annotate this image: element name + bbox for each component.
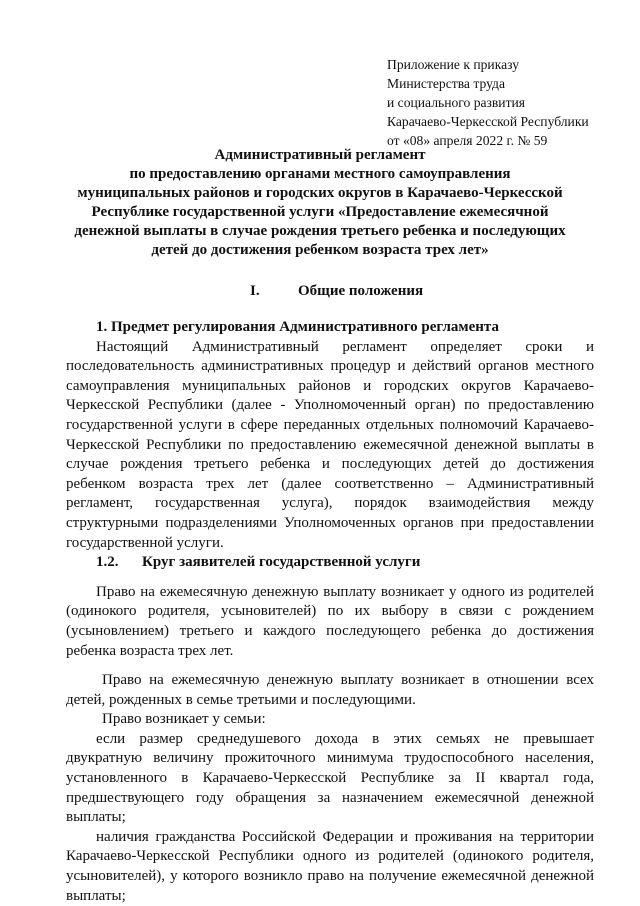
paragraph-line: последовательность административных процедур и действий органов местного xyxy=(66,358,594,375)
paragraph-line: установленного в Карачаево-Черкесской Республике за II квартал года, xyxy=(66,770,594,787)
subsection-2-heading xyxy=(66,553,594,573)
subsection-1-heading: 1. Предмет регулирования Административного регламента xyxy=(96,319,499,335)
paragraph-line: государственной услуги. xyxy=(66,534,224,551)
paragraph-line: наличия гражданства Российской Федерации и проживания на территории xyxy=(96,828,594,845)
paragraph-line: Карачаево-Черкесской Республики одного из родителей (одинокого родителя, xyxy=(66,848,594,865)
paragraph-line: детей, рожденных в семье третьими и последующими. xyxy=(66,691,416,708)
subsection-2-number: 1.2. xyxy=(96,554,119,571)
appendix-line: Приложение к приказу xyxy=(387,57,520,72)
appendix-line: Министерства труда xyxy=(387,76,505,91)
title-line: муниципальных районов и городских округов в Карачаево-Черкесской xyxy=(77,185,563,201)
section-heading xyxy=(250,283,423,300)
paragraph-line: ребенком возраста трех лет (далее соответственно – Административный xyxy=(66,475,594,492)
paragraph-line: государственной услуги в сфере переданных отдельных полномочий Карачаево- xyxy=(66,416,594,433)
appendix-line: Карачаево-Черкесской Республики xyxy=(387,114,589,129)
paragraph-line: Черкесской Республики по предоставлению ежемесячной денежной выплаты в xyxy=(66,436,594,453)
paragraph-line: (усыновлением) третьего и каждого последующего ребенка до достижения xyxy=(66,622,594,639)
paragraph-line: (одинокого родителя, усыновителей) по их выбору в связи с рождением xyxy=(66,603,594,620)
appendix-block xyxy=(387,55,617,150)
paragraph-line: Черкесской Республики (далее - Уполномоченный орган) по предоставлению xyxy=(66,397,594,414)
paragraph-line: усыновителей), у которого возникло право на получение ежемесячной денежной xyxy=(66,868,594,885)
appendix-line: от «08» апреля 2022 г. № 59 xyxy=(387,133,548,148)
title-line: денежной выплаты в случае рождения третьего ребенка и последующих xyxy=(74,223,566,239)
paragraph-line: ребенка возраста трех лет. xyxy=(66,642,234,659)
subsection-2-title: Круг заявителей государственной услуги xyxy=(142,554,421,571)
spacer xyxy=(66,661,594,671)
spacer xyxy=(66,573,594,583)
section-number: I. xyxy=(250,283,260,299)
section-title: Общие положения xyxy=(298,283,424,299)
appendix-line: и социального развития xyxy=(387,95,526,110)
paragraph-line: если размер среднедушевого дохода в этих семьях не превышает xyxy=(96,730,594,747)
paragraph-line: Настоящий Административный регламент определяет сроки и xyxy=(96,338,594,355)
title-line: детей до достижения ребенком возраста трех лет» xyxy=(151,242,489,258)
document-body xyxy=(66,318,594,906)
document-title xyxy=(60,146,580,260)
paragraph-line: Право на ежемесячную денежную выплату возникает в отношении всех xyxy=(102,672,594,689)
title-line: по предоставлению органами местного самоуправления xyxy=(129,166,511,182)
paragraph-line: выплаты; xyxy=(66,887,126,904)
paragraph-line: Право возникает у семьи: xyxy=(102,711,266,728)
paragraph-line: предшествующего году обращения за назначением ежемесячной денежной xyxy=(66,789,594,806)
title-line: Республике государственной услуги «Предоставление ежемесячной xyxy=(91,204,549,220)
paragraph-line: самоуправления муниципальных районов и городских округов Карачаево- xyxy=(66,377,594,394)
paragraph-line: двукратную величину прожиточного минимума трудоспособного населения, xyxy=(66,750,594,767)
title-line: Административный регламент xyxy=(214,147,426,163)
paragraph-line: случае рождения третьего ребенка и последующих детей до достижения xyxy=(66,456,594,473)
paragraph-line: структурными подразделениями Уполномоченных органов при предоставлении xyxy=(66,514,594,531)
paragraph-line: выплаты; xyxy=(66,809,126,826)
paragraph-line: Право на ежемесячную денежную выплату возникает у одного из родителей xyxy=(96,583,594,600)
paragraph-line: регламент, государственная услуга), порядок взаимодействия между xyxy=(66,495,594,512)
